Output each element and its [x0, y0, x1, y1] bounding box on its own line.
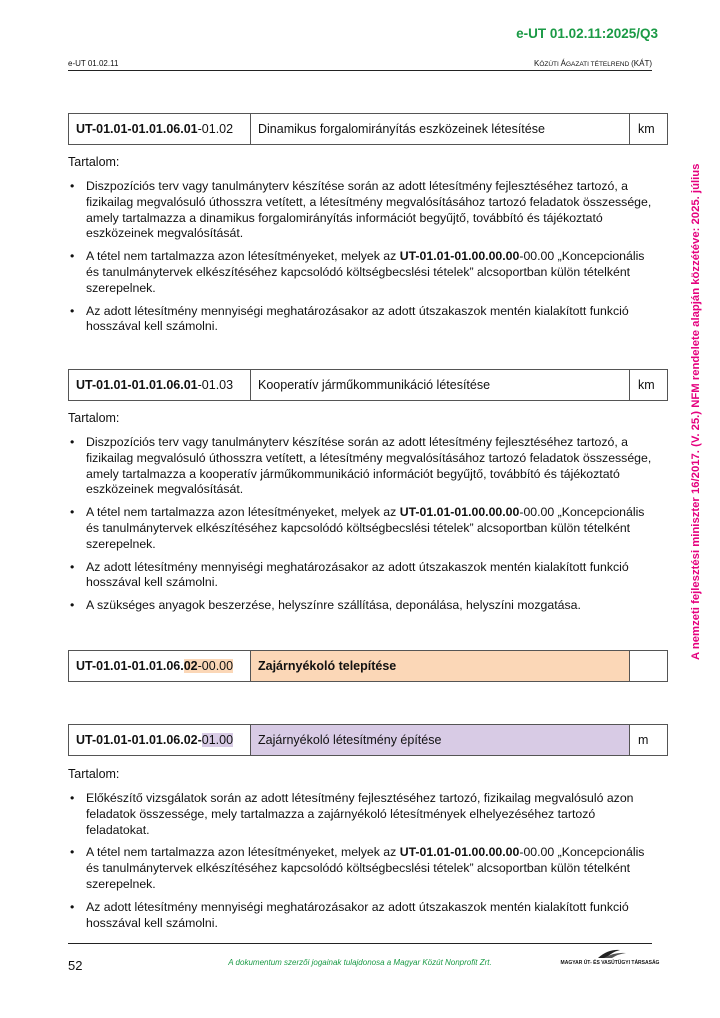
item-code: UT-01.01-01.01.06.02- 01.00: [69, 725, 251, 755]
society-logo: MAGYAR ÚT- ÉS VASÚTÜGYI TÁRSASÁG: [560, 947, 660, 971]
item-unit: km: [638, 122, 655, 136]
item-unit: km: [638, 378, 655, 392]
header-divider: [68, 70, 652, 71]
item-title: Zajárnyékoló létesítmény építése: [251, 725, 630, 755]
item-code: UT-01.01-01.01.06. 02 -00.00: [69, 651, 251, 681]
item-unit: m: [638, 733, 649, 747]
content-list-1: [68, 179, 653, 342]
item-code: UT-01.01-01.01.06.01 -01.03: [69, 370, 251, 400]
list-item: • Előkészítő vizsgálatok során az adott létesítmény fejlesztéséhez tartozó, fizikailag megvalósuló azon feladatok összessége, mely tartalmazza a zajárnyékoló létesítmények elhelyezéséhez tartozó feladatokat.: [68, 791, 653, 838]
footer-divider: [68, 943, 652, 944]
list-item: • Az adott létesítmény mennyiségi meghatározásakor az adott útszakaszok mentén kialakított funkció hosszával kell számolni.: [68, 560, 653, 592]
item-row-1: [68, 113, 668, 145]
list-item: • Diszpozíciós terv vagy tanulmányterv készítése során az adott létesítmény fejlesztéséhez tartozó, a fizikailag megvalósuló úthosszra vetített, a létesítmény megvalósításához tartozó feladatok összessége, amely tartalmazza a kooperatív járműkommunikáció információt begyűjtő, továbbító és tájékoztató eszközeinek megvalósítását.: [68, 435, 653, 498]
tartalom-label: Tartalom:: [68, 411, 120, 425]
item-title: Kooperatív járműkommunikáció létesítése: [251, 370, 630, 400]
content-list-2: [68, 435, 653, 621]
document-code: e-UT 01.02.11:2025/Q3: [516, 26, 658, 41]
list-item: • A tétel nem tartalmazza azon létesítményeket, melyek az UT-01.01-01.00.00.00-00.00 „Koncepcionális és tanulmánytervek elkészítéséhez kapcsolódó költségbecslési tételek” alcsoportban külön tételként szerepelnek.: [68, 249, 653, 296]
page-number: 52: [68, 958, 83, 973]
copyright-notice: A dokumentum szerzői jogainak tulajdonosa a Magyar Közút Nonprofit Zrt.: [228, 958, 492, 967]
list-item: • Az adott létesítmény mennyiségi meghatározásakor az adott útszakaszok mentén kialakított funkció hosszával kell számolni.: [68, 304, 653, 336]
tartalom-label: Tartalom:: [68, 767, 120, 781]
item-row-4: [68, 724, 668, 756]
list-item: • A tétel nem tartalmazza azon létesítményeket, melyek az UT-01.01-01.00.00.00-00.00 „Koncepcionális és tanulmánytervek elkészítéséhez kapcsolódó költségbecslési tételek” alcsoportban külön tételként szerepelnek.: [68, 505, 653, 552]
item-title: Zajárnyékoló telepítése: [251, 651, 630, 681]
header-left: e-UT 01.02.11: [68, 59, 119, 68]
sidebar-publication-note: A nemzeti fejlesztési miniszter 16/2017. (V. 25.) NFM rendelete alapján közzétéve: 2025. július: [690, 163, 702, 660]
list-item: • Az adott létesítmény mennyiségi meghatározásakor az adott útszakaszok mentén kialakított funkció hosszával kell számolni.: [68, 900, 653, 932]
list-item: • A szükséges anyagok beszerzése, helyszínre szállítása, deponálása, helyszíni mozgatása.: [68, 598, 653, 614]
content-list-3: [68, 791, 653, 938]
road-swoosh-icon: [560, 947, 660, 961]
item-title: Dinamikus forgalomirányítás eszközeinek létesítése: [251, 114, 630, 144]
list-item: • A tétel nem tartalmazza azon létesítményeket, melyek az UT-01.01-01.00.00.00-00.00 „Koncepcionális és tanulmánytervek elkészítéséhez kapcsolódó költségbecslési tételek” alcsoportban külön tételként szerepelnek.: [68, 845, 653, 892]
item-code: UT-01.01-01.01.06.01 -01.02: [69, 114, 251, 144]
item-unit: [630, 651, 667, 681]
list-item: • Diszpozíciós terv vagy tanulmányterv készítése során az adott létesítmény fejlesztéséhez tartozó, a fizikailag megvalósuló úthosszra vetített, a létesítmény megvalósításához tartozó feladatok összessége, amely tartalmazza a dinamikus forgalomirányítás információt begyűjtő, továbbító és tájékoztató eszközeinek megvalósítását.: [68, 179, 653, 242]
header-right: KÖZÚTI ÁGAZATI TÉTELREND (KÁT): [533, 59, 652, 68]
item-row-2: [68, 369, 668, 401]
item-row-3: [68, 650, 668, 682]
tartalom-label: Tartalom:: [68, 155, 120, 169]
